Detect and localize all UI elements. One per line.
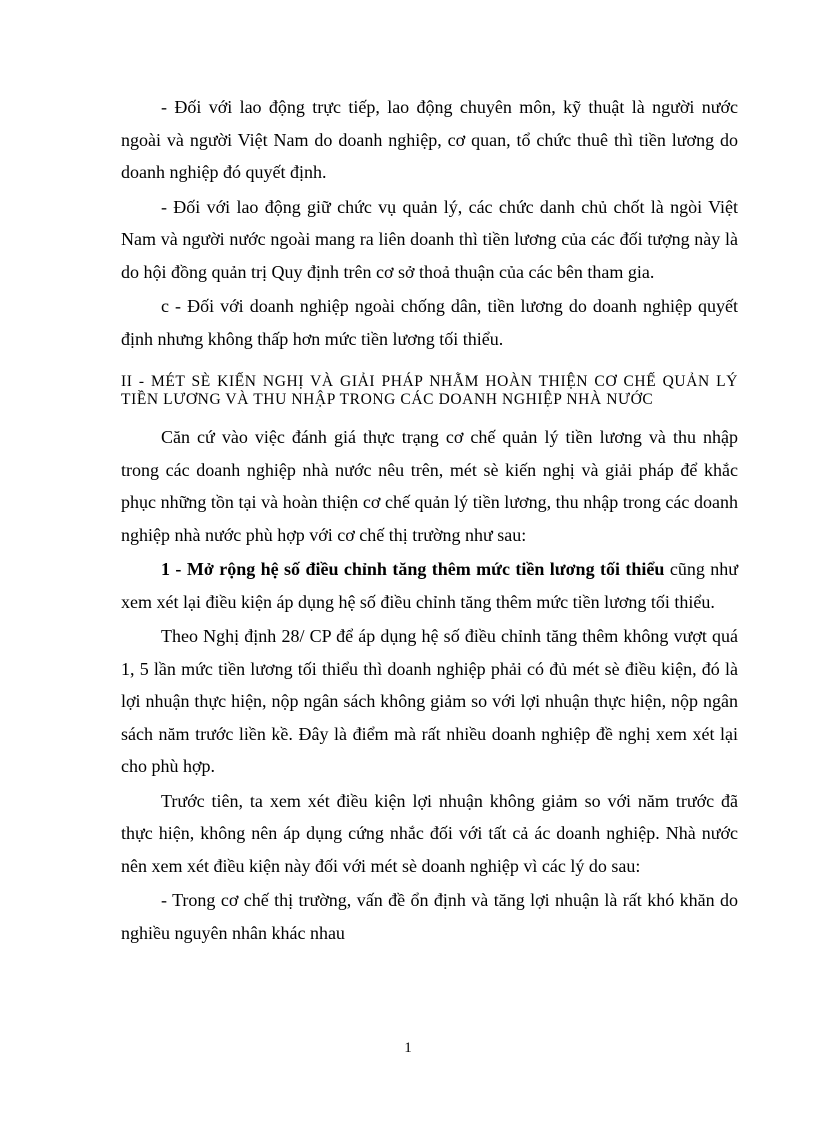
paragraph-intro-recommendations: Căn cứ vào việc đánh giá thực trạng cơ chế quản lý tiền lương và thu nhập trong các doanh nghiệp nhà nước nêu trên, mét sè kiến nghị và giải pháp để khắc phục những tồn tại và hoàn thiện cơ chế quản lý tiền lương, thu nhập trong các doanh nghiệp nhà nước phù hợp với cơ chế thị trường như sau: [121, 427, 738, 545]
paragraph-market-mechanism: - Trong cơ chế thị trường, vấn đề ổn định và tăng lợi nhuận là rất khó khăn do nghiều nguyên nhân khác nhau [121, 890, 738, 943]
paragraph-management-staff: - Đối với lao động giữ chức vụ quản lý, các chức danh chủ chốt là ngòi Việt Nam và người nước ngoài mang ra liên doanh thì tiền lương của các đối tượng này là do hội đồng quản trị Quy định trên cơ sở thoả thuận của các bên tham gia. [121, 196, 738, 282]
page-number: 1 [404, 1040, 412, 1056]
paragraph-profit-condition: Trước tiên, ta xem xét điều kiện lợi nhuận không giảm so với năm trước đã thực hiện, không nên áp dụng cứng nhắc đối với tất cả ác doanh nghiệp. Nhà nước nên xem xét điều kiện này đối với mét sè doanh nghiệp vì các lý do sau: [121, 790, 738, 876]
recommendation-1-text: cũng như xem xét lại điều kiện áp dụng hệ số điều chỉnh tăng thêm mức tiền lương tối thiểu. [121, 559, 739, 612]
section-heading: II - MÉT SÈ KIẾN NGHỊ VÀ GIẢI PHÁP NHẰM HOÀN THIỆN CƠ CHẾ QUẢN LÝ TIỀN LƯƠNG VÀ THU NHẬP TRONG CÁC DOANH NGHIỆP NHÀ NƯỚC [121, 373, 738, 408]
paragraph-decree-28: Theo Nghị định 28/ CP để áp dụng hệ số điều chỉnh tăng thêm không vượt quá 1, 5 lần mức tiền lương tối thiểu thì doanh nghiệp phải có đủ mét sè điều kiện, đó là lợi nhuận thực hiện, nộp ngân sách không giảm so với lợi nhuận thực hiện, nộp ngân sách năm trước liền kề. Đây là điểm mà rất nhiều doanh nghiệp đề nghị xem xét lại cho phù hợp. [121, 626, 738, 776]
paragraph-non-state-enterprises: c - Đối với doanh nghiệp ngoài chống dân, tiền lương do doanh nghiệp quyết định nhưng không thấp hơn mức tiền lương tối thiểu. [121, 296, 738, 349]
paragraph-recommendation-1 [121, 553, 738, 618]
paragraph-foreign-workers: - Đối với lao động trực tiếp, lao động chuyên môn, kỹ thuật là người nước ngoài và người Việt Nam do doanh nghiệp, cơ quan, tổ chức thuê thì tiền lương do doanh nghiệp đó quyết định. [121, 97, 738, 182]
recommendation-1-title: 1 - Mở rộng hệ số điều chỉnh tăng thêm mức tiền lương tối thiểu [161, 559, 665, 579]
document-body [121, 91, 738, 949]
